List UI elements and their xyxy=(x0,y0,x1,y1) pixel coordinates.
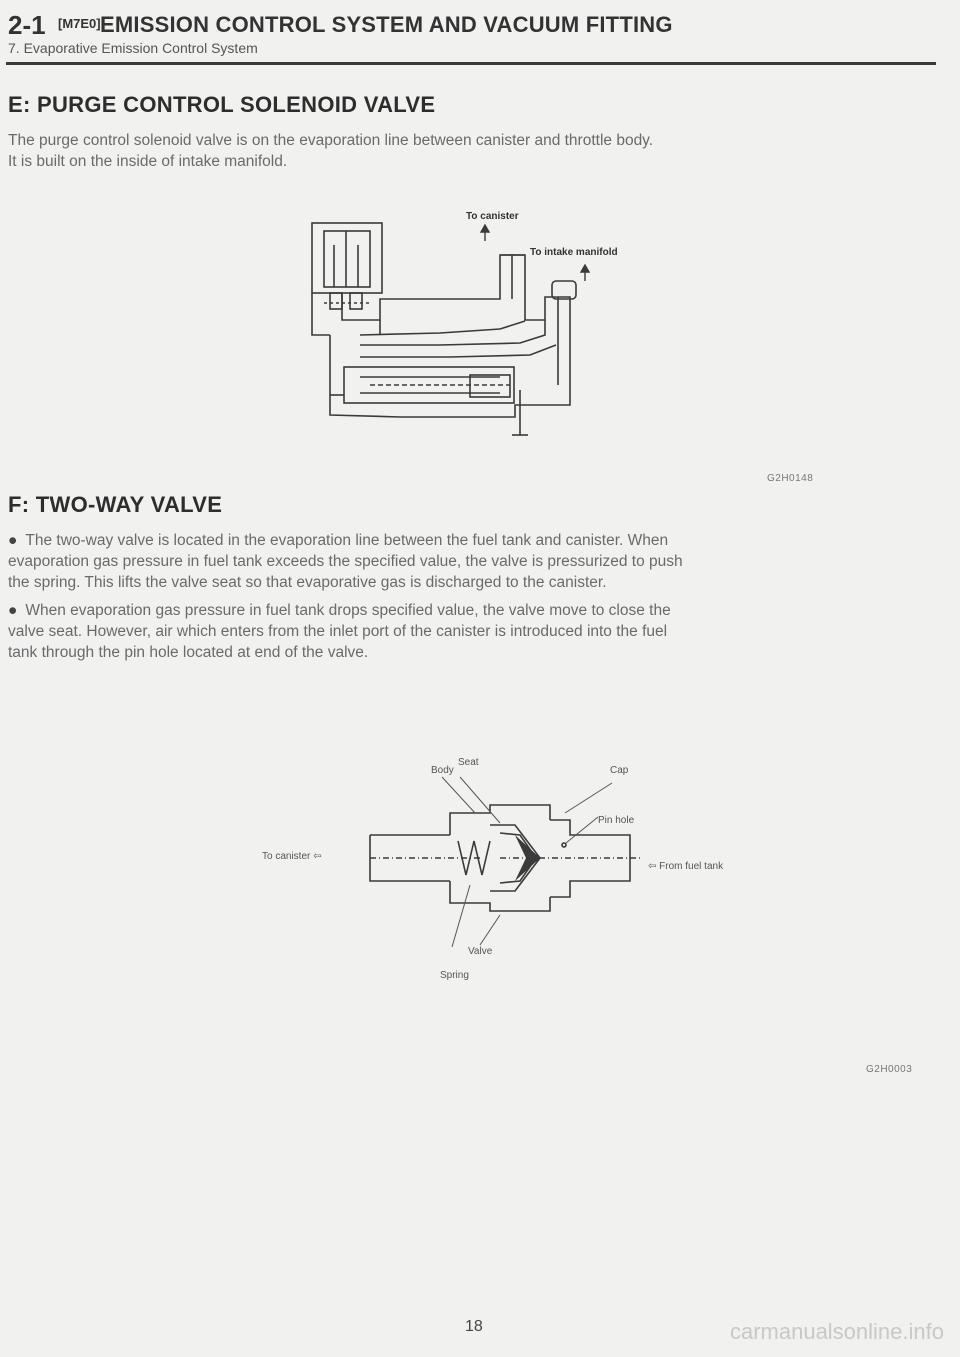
section-f-bullet-2-line-1 xyxy=(8,600,671,621)
figure-id-purge-valve: G2H0148 xyxy=(767,473,814,484)
bullet-1-text: The two-way valve is located in the evaporation line between the fuel tank and canister. When xyxy=(25,532,669,549)
section-f-bullet-2-line-3: tank through the pin hole located at end of the valve. xyxy=(8,644,369,661)
watermark: carmanualsonline.info xyxy=(729,1319,944,1344)
label-from-fuel-tank xyxy=(648,861,723,872)
label-to-canister: To canister xyxy=(466,211,519,222)
model-code: [M7E0] xyxy=(58,16,101,31)
label-spring: Spring xyxy=(440,970,469,981)
section-f-bullet-1-line-1 xyxy=(8,530,668,551)
label-pin-hole: Pin hole xyxy=(598,815,635,826)
page-subtitle: 7. Evaporative Emission Control System xyxy=(8,40,258,56)
section-f-bullet-1-line-2: evaporation gas pressure in fuel tank exceeds the specified value, the valve is pressurized to push xyxy=(8,553,683,570)
section-e-line-1: The purge control solenoid valve is on the evaporation line between canister and throttle body. xyxy=(8,132,654,149)
purge-valve-diagram xyxy=(300,195,640,445)
arrow-left-icon: ⇦ xyxy=(313,851,322,862)
section-e-title: E: PURGE CONTROL SOLENOID VALVE xyxy=(8,92,436,117)
section-number: 2-1 xyxy=(8,10,46,40)
label-to-canister-tw xyxy=(262,851,322,862)
label-body: Body xyxy=(431,765,454,776)
label-to-intake-manifold: To intake manifold xyxy=(530,247,618,258)
arrow-left-icon: ⇦ xyxy=(648,861,657,872)
to-canister-text: To canister xyxy=(262,851,311,862)
section-e-line-2: It is built on the inside of intake manifold. xyxy=(8,153,288,170)
label-seat: Seat xyxy=(458,757,479,768)
bullet-2-marker: ● xyxy=(8,602,18,619)
section-f-bullet-2-line-2: valve seat. However, air which enters from the inlet port of the canister is introduced into the fuel xyxy=(8,623,668,640)
section-f-title: F: TWO-WAY VALVE xyxy=(8,492,223,517)
label-valve: Valve xyxy=(468,946,493,957)
from-fuel-tank-text: From fuel tank xyxy=(659,861,724,872)
bullet-2-text: When evaporation gas pressure in fuel tank drops specified value, the valve move to close the xyxy=(25,602,671,619)
two-way-valve-diagram xyxy=(350,775,650,955)
label-cap: Cap xyxy=(610,765,629,776)
header-divider xyxy=(6,62,936,65)
bullet-1-marker: ● xyxy=(8,532,18,549)
section-f-bullet-1-line-3: the spring. This lifts the valve seat so that evaporative gas is discharged to the canister. xyxy=(8,574,607,591)
page-title: EMISSION CONTROL SYSTEM AND VACUUM FITTING xyxy=(100,12,673,37)
page-number: 18 xyxy=(465,1318,483,1335)
figure-id-two-way-valve: G2H0003 xyxy=(866,1064,913,1075)
